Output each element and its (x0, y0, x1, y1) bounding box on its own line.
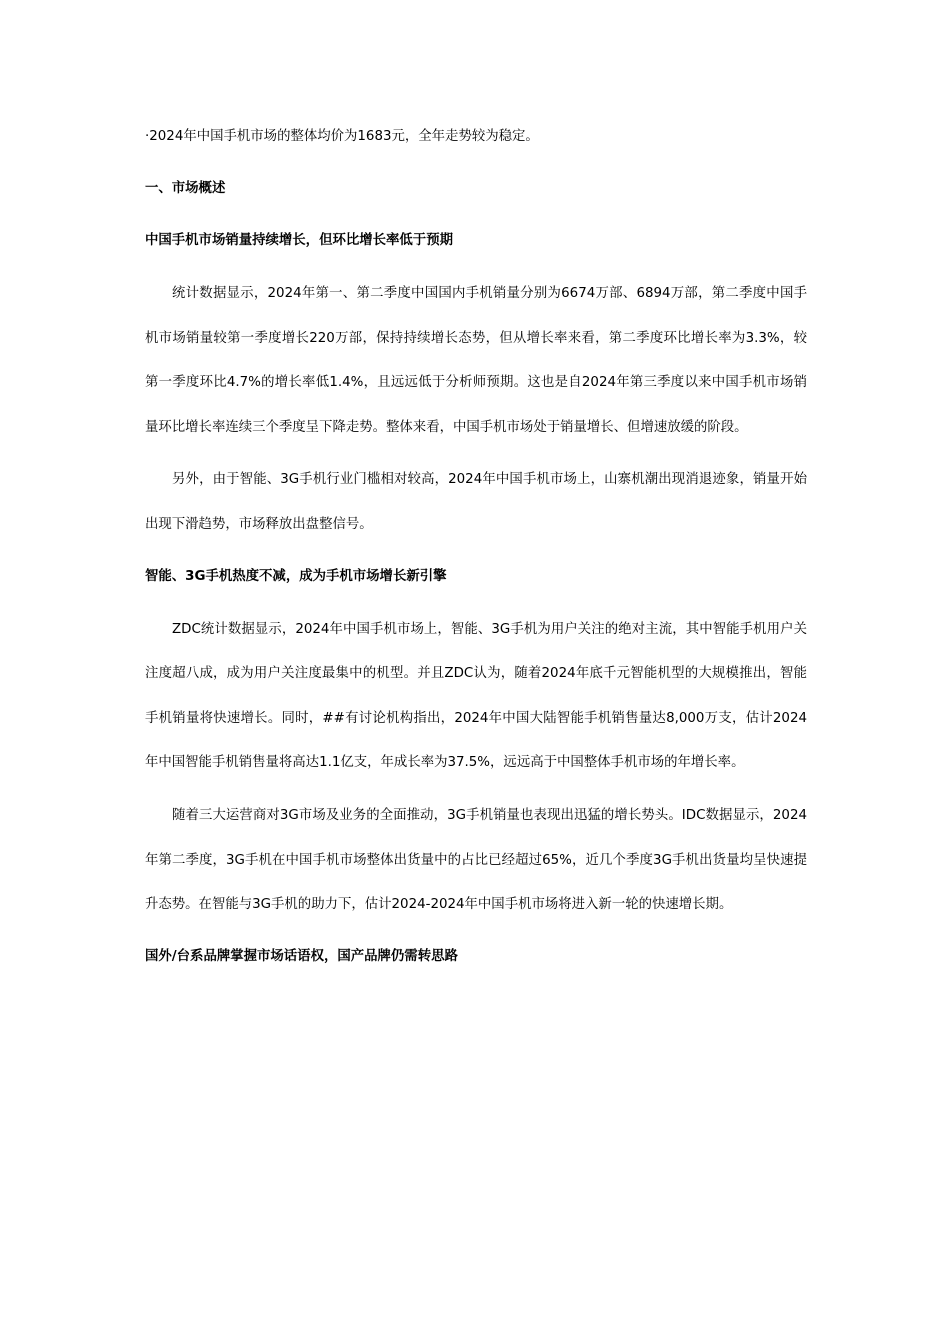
section-title: 一、市场概述 (145, 181, 226, 196)
paragraph-3g-growth: 随着三大运营商对3G市场及业务的全面推动，3G手机销量也表现出迅猛的增长势头。IDC数据显示，2024年第二季度，3G手机在中国手机市场整体出货量中的占比已经超过65%，近几个季度3G手机出货量均呈快速提升态势。在智能与3G手机的助力下，估计2024-2024年中国手机市场将进入新一轮的快速增长期。 (145, 807, 807, 913)
paragraph-zdc-stats: ZDC统计数据显示，2024年中国手机市场上，智能、3G手机为用户关注的绝对主流，其中智能手机用户关注度超八成，成为用户关注度最集中的机型。并且ZDC认为，随着2024年底千元智能机型的大规模推出，智能手机销量将快速增长。同时，##有讨论机构指出，2024年中国大陆智能手机销售量达8,000万支，估计2024年中国智能手机销售量将高达1.1亿支，年成长率为37.5%，远远高于中国整体手机市场的年增长率。 (145, 621, 807, 771)
subsection-title-growth: 中国手机市场销量持续增长，但环比增长率低于预期 (145, 233, 453, 248)
subsection-title-brands: 国外/台系品牌掌握市场话语权，国产品牌仍需转思路 (145, 948, 458, 964)
subsection-title-smart-3g: 智能、3G手机热度不减，成为手机市场增长新引擎 (145, 568, 447, 584)
paragraph-shanzhai: 另外，由于智能、3G手机行业门槛相对较高，2024年中国手机市场上，山寨机潮出现消退迹象，销量开始出现下滑趋势，市场释放出盘整信号。 (145, 472, 807, 532)
document-page (145, 122, 807, 972)
intro-line: ·2024年中国手机市场的整体均价为1683元，全年走势较为稳定。 (145, 129, 539, 144)
paragraph-sales-stats: 统计数据显示，2024年第一、第二季度中国国内手机销量分别为6674万部、6894万部，第二季度中国手机市场销量较第一季度增长220万部，保持持续增长态势，但从增长率来看，第二季度环比增长率为3.3%，较第一季度环比4.7%的增长率低1.4%，且远远低于分析师预期。这也是自2024年第三季度以来中国手机市场销量环比增长率连续三个季度呈下降走势。整体来看，中国手机市场处于销量增长、但增速放缓的阶段。 (145, 286, 807, 435)
